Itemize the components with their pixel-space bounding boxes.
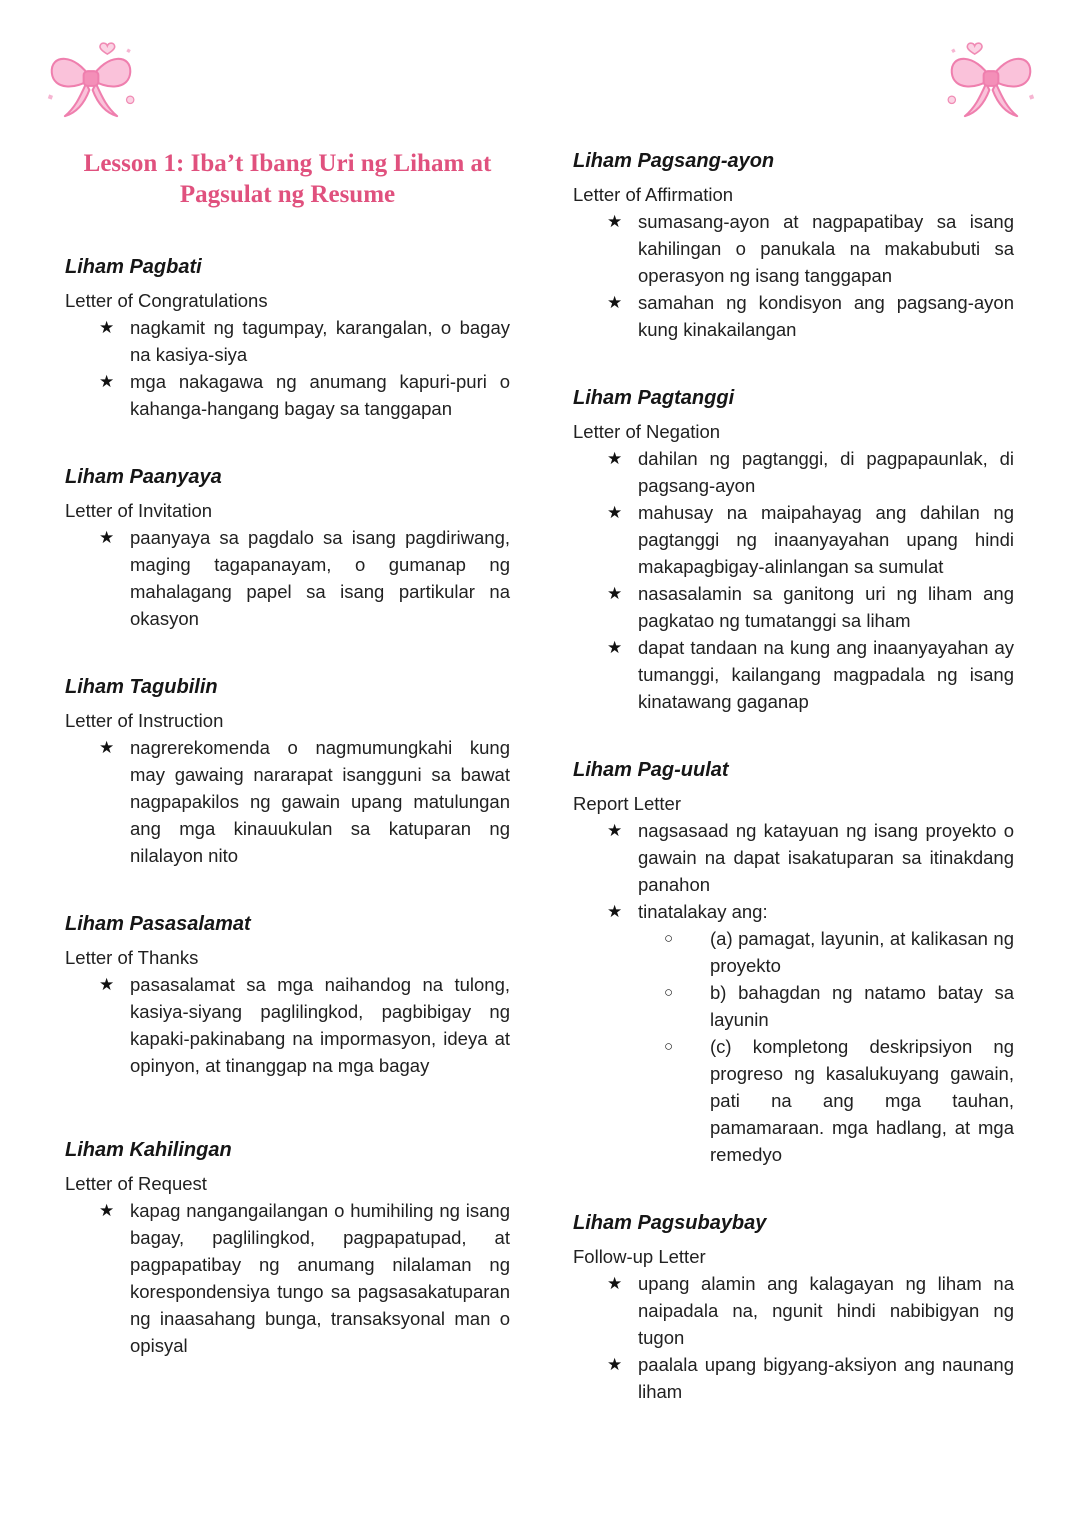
section-liham-pasasalamat	[65, 911, 510, 1079]
section-heading: Liham Kahilingan	[65, 1139, 232, 1161]
section-liham-tagubilin	[65, 674, 510, 869]
bullet-list	[573, 1270, 1014, 1405]
section-heading: Liham Pag-uulat	[573, 759, 729, 781]
section-liham-pagbati	[65, 254, 510, 422]
bullet-item	[65, 734, 510, 869]
bullet-item	[573, 634, 1014, 715]
star-bullet-icon: ★	[607, 584, 623, 603]
sub-bullet-text: (a) pamagat, layunin, at kalikasan ng proyekto	[710, 928, 1014, 976]
bullet-list	[65, 1197, 510, 1359]
star-bullet-icon: ★	[99, 975, 115, 994]
bullet-list	[573, 817, 1014, 1168]
star-bullet-icon: ★	[99, 738, 115, 757]
bullet-text: nasasalamin sa ganitong uri ng liham ang pagkatao ng tumatanggi sa liham	[638, 583, 1014, 631]
bullet-item	[573, 289, 1014, 343]
bullet-text: mahusay na maipahayag ang dahilan ng pagtanggi ng inaanyayahan upang hindi makapagbigay-alinlangan sa sumulat	[638, 502, 1014, 577]
section-subheading: Letter of Invitation	[65, 500, 213, 521]
sub-bullet-item	[638, 979, 1014, 1033]
sub-bullet-text: b) bahagdan ng natamo batay sa layunin	[710, 982, 1014, 1030]
bullet-item	[573, 898, 1014, 1168]
section-heading: Liham Pasasalamat	[65, 913, 251, 935]
section-subheading: Letter of Congratulations	[65, 290, 268, 311]
bullet-list	[65, 971, 510, 1079]
bullet-list	[65, 524, 510, 632]
bullet-item	[65, 314, 510, 368]
sub-bullet-item	[638, 1033, 1014, 1168]
bullet-text: sumasang-ayon at nagpapatibay sa isang kahilingan o panukala na makabubuti sa operasyon ng isang tanggapan	[638, 211, 1014, 286]
lesson-title-line1: Lesson 1: Iba’t Ibang Uri ng Liham at	[83, 150, 492, 177]
bullet-item	[573, 208, 1014, 289]
bullet-text: upang alamin ang kalagayan ng liham na naipadala na, ngunit hindi nabibigyan ng tugon	[638, 1273, 1014, 1348]
section-liham-pagsubaybay	[573, 1210, 1014, 1405]
star-bullet-icon: ★	[607, 449, 623, 468]
bullet-list	[573, 445, 1014, 715]
section-heading: Liham Pagtanggi	[573, 387, 735, 409]
circle-bullet-icon: ○	[664, 930, 674, 947]
star-bullet-icon: ★	[99, 318, 115, 337]
bullet-text: paalala upang bigyang-aksiyon ang naunang liham	[638, 1354, 1014, 1402]
bullet-item	[65, 524, 510, 632]
bullet-item	[65, 1197, 510, 1359]
bullet-item	[65, 971, 510, 1079]
bullet-item	[573, 445, 1014, 499]
bullet-text: tinatalakay ang:	[638, 901, 768, 922]
section-liham-kahilingan	[65, 1137, 510, 1359]
star-bullet-icon: ★	[607, 902, 623, 921]
bullet-text: nagrerekomenda o nagmumungkahi kung may gawaing nararapat isangguni sa bawat nagpapakilos ng gawain upang matulungan ang mga kinauukulan sa katuparan ng nilalayon nito	[130, 737, 510, 866]
bullet-list	[65, 734, 510, 869]
bullet-list	[573, 208, 1014, 343]
two-column-layout	[65, 148, 1014, 1447]
section-heading: Liham Tagubilin	[65, 676, 218, 698]
bullet-text: nagsasaad ng katayuan ng isang proyekto o gawain na dapat isakatuparan sa itinakdang panahon	[638, 820, 1014, 895]
bullet-item	[573, 1270, 1014, 1351]
bullet-text: nagkamit ng tagumpay, karangalan, o bagay na kasiya-siya	[130, 317, 510, 365]
bullet-text: pasasalamat sa mga naihandog na tulong, kasiya-siyang paglilingkod, pagbibigay ng kapaki-pakinabang na impormasyon, ideya at opinyon, at tinanggap na mga bagay	[130, 974, 510, 1076]
bullet-text-with-sublist	[638, 898, 1014, 1168]
bullet-item	[573, 817, 1014, 898]
section-subheading: Letter of Request	[65, 1173, 207, 1194]
section-subheading: Letter of Affirmation	[573, 184, 734, 205]
right-column	[573, 148, 1014, 1447]
star-bullet-icon: ★	[607, 821, 623, 840]
section-subheading: Letter of Thanks	[65, 947, 199, 968]
bullet-text: mga nakagawa ng anumang kapuri-puri o kahanga-hangang bagay sa tanggapan	[130, 371, 510, 419]
section-subheading: Follow-up Letter	[573, 1246, 706, 1267]
section-heading: Liham Pagsubaybay	[573, 1212, 767, 1234]
sub-bullet-text: (c) kompletong deskripsiyon ng progreso ng kasalukuyang gawain, pati na ang mga tauhan, pamamaraan. mga hadlang, at mga remedyo	[710, 1036, 1014, 1165]
star-bullet-icon: ★	[99, 528, 115, 547]
pink-bow-icon	[42, 32, 140, 130]
section-subheading: Report Letter	[573, 793, 681, 814]
star-bullet-icon: ★	[607, 503, 623, 522]
bullet-item	[573, 499, 1014, 580]
section-heading: Liham Pagsang-ayon	[573, 150, 775, 172]
star-bullet-icon: ★	[99, 1201, 115, 1220]
sub-bullet-item	[638, 925, 1014, 979]
lesson-title	[65, 148, 510, 210]
bullet-item	[573, 580, 1014, 634]
bullet-item	[65, 368, 510, 422]
bullet-text: kapag nangangailangan o humihiling ng isang bagay, paglilingkod, pagpapatupad, at pagpapatibay ng anumang nilalaman ng korespondensiya tungo sa pagsasakatuparan ng inaasahang bunga, transaksyonal man o opisyal	[130, 1200, 510, 1356]
section-subheading: Letter of Instruction	[65, 710, 224, 731]
bullet-text: samahan ng kondisyon ang pagsang-ayon kung kinakailangan	[638, 292, 1014, 340]
bullet-text: dapat tandaan na kung ang inaanyayahan ay tumanggi, kailangang magpadala ng isang kinatawang gaganap	[638, 637, 1014, 712]
circle-bullet-icon: ○	[664, 1038, 674, 1055]
section-heading: Liham Pagbati	[65, 256, 202, 278]
circle-bullet-icon: ○	[664, 984, 674, 1001]
star-bullet-icon: ★	[607, 1274, 623, 1293]
star-bullet-icon: ★	[607, 293, 623, 312]
section-heading: Liham Paanyaya	[65, 466, 222, 488]
section-liham-pagsang-ayon	[573, 148, 1014, 343]
star-bullet-icon: ★	[607, 212, 623, 231]
section-liham-pag-uulat	[573, 757, 1014, 1168]
star-bullet-icon: ★	[99, 372, 115, 391]
lesson-title-line2: Pagsulat ng Resume	[179, 181, 396, 208]
bullet-item	[573, 1351, 1014, 1405]
pink-bow-icon	[942, 32, 1040, 130]
bullet-list	[65, 314, 510, 422]
section-liham-pagtanggi	[573, 385, 1014, 715]
bullet-text: dahilan ng pagtanggi, di pagpapaunlak, di pagsang-ayon	[638, 448, 1014, 496]
left-column	[65, 148, 510, 1447]
sub-bullet-list	[638, 925, 1014, 1168]
section-liham-paanyaya	[65, 464, 510, 632]
star-bullet-icon: ★	[607, 1355, 623, 1374]
section-subheading: Letter of Negation	[573, 421, 721, 442]
star-bullet-icon: ★	[607, 638, 623, 657]
bullet-text: paanyaya sa pagdalo sa isang pagdiriwang, maging tagapanayam, o gumanap ng mahalagang papel sa isang partikular na okasyon	[130, 527, 510, 629]
